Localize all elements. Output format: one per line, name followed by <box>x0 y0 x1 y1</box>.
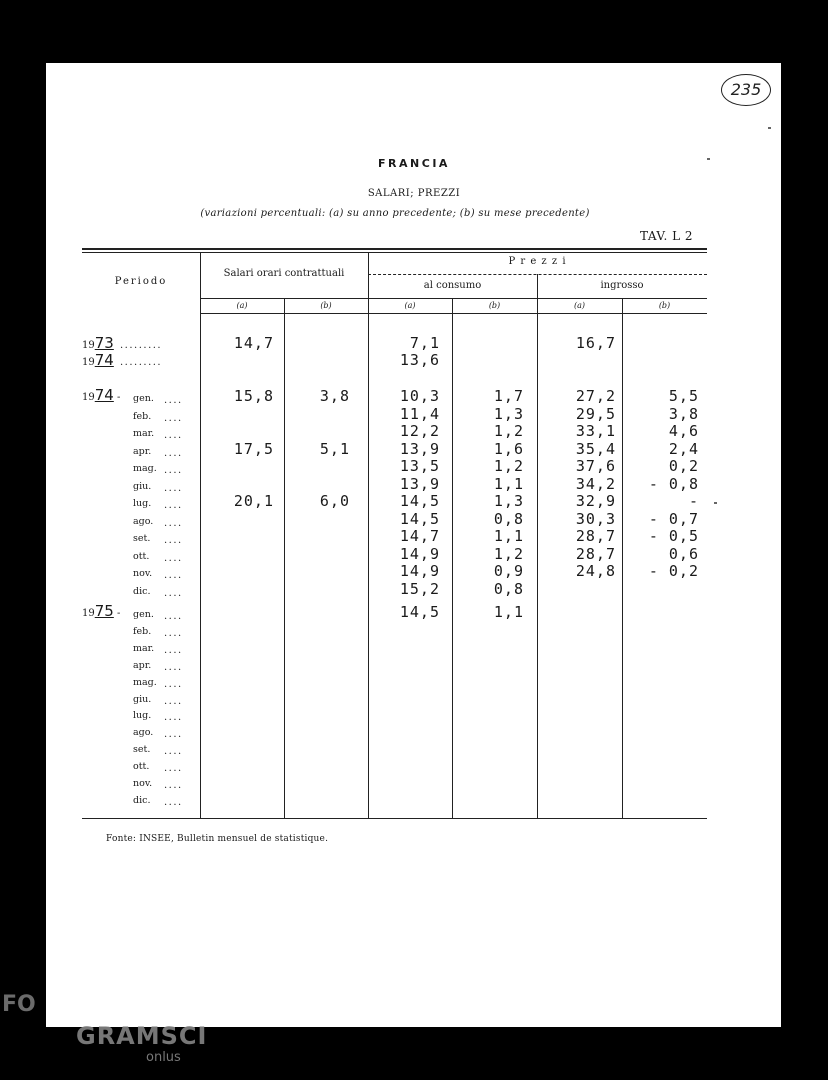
month-label: mar. <box>133 642 155 654</box>
value-cons-a: 13,5 <box>399 457 440 475</box>
scan-mark <box>768 127 771 129</box>
value-ingr-b: 0,6 <box>668 544 699 563</box>
header-ingr-a: (a) <box>573 301 585 310</box>
header-ingr-b: (b) <box>658 301 671 310</box>
value-ingr-a: 32,9 <box>575 492 616 510</box>
table-top-rule-inner <box>82 252 707 253</box>
value-cons-b: 0,8 <box>493 509 524 528</box>
month-label: gen. <box>133 393 154 404</box>
header-ingrosso: ingrosso <box>600 280 644 291</box>
value-cons-a: 11,4 <box>399 404 440 423</box>
value-cons-a: 13,9 <box>399 474 440 493</box>
leader-dots: .... <box>164 482 183 494</box>
value-cons-b: 1,2 <box>493 422 524 440</box>
value-ingr-a: 35,4 <box>575 439 616 458</box>
month-label: apr. <box>133 445 152 457</box>
watermark-sub: onlus <box>146 1050 181 1065</box>
year-suffix: 73 <box>94 334 114 352</box>
header-sal-b: (b) <box>320 301 332 310</box>
value-cons-b: 1,2 <box>493 457 524 475</box>
leader-dots: ......... <box>120 357 163 368</box>
value-sal-a: 14,7 <box>233 334 274 352</box>
monthly-year-label <box>82 602 120 620</box>
header-consumo: al consumo <box>423 280 482 291</box>
year-suffix: 74 <box>94 351 114 369</box>
year-separator: - <box>113 608 121 619</box>
source-note: Fonte: INSEE, Bulletin mensuel de statistique. <box>106 834 329 844</box>
month-label: lug. <box>133 498 152 509</box>
watermark-brand: GRAMSCI <box>76 1022 208 1050</box>
header-cons-b: (b) <box>488 301 501 310</box>
leader-dots: .... <box>164 412 183 424</box>
month-label: lug. <box>133 710 152 722</box>
leader-dots: .... <box>164 611 183 622</box>
month-label: dic. <box>133 794 151 806</box>
leader-dots: .... <box>164 395 183 406</box>
month-label: nov. <box>133 568 153 579</box>
value-ingr-b: 3,8 <box>668 404 699 423</box>
year-prefix: 19 <box>82 357 95 368</box>
value-cons-b: 1,2 <box>493 544 524 563</box>
header-bottom-rule <box>200 313 707 314</box>
value-cons-a: 13,9 <box>399 439 440 458</box>
value-cons-a: 14,9 <box>399 562 440 580</box>
value-ingr-b: 4,6 <box>668 422 699 440</box>
value-cons-a: 7,1 <box>409 334 440 352</box>
value-cons-b: 1,3 <box>493 492 524 510</box>
leader-dots: .... <box>164 796 183 808</box>
value-ingr-b: - <box>688 492 699 510</box>
value-cons-b: 1,7 <box>493 387 524 405</box>
leader-dots: .... <box>164 570 183 581</box>
month-label: set. <box>133 744 151 756</box>
value-cons-b: 1,1 <box>493 603 524 621</box>
leader-dots: .... <box>164 500 183 511</box>
value-ingr-b: - 0,2 <box>648 562 699 580</box>
year-separator: - <box>113 392 121 403</box>
leader-dots: .... <box>164 695 183 707</box>
watermark-left: FO <box>2 992 36 1017</box>
value-cons-a: 15,2 <box>399 579 440 598</box>
month-label: ago. <box>133 727 154 739</box>
leader-dots: .... <box>164 552 183 564</box>
value-ingr-b: - 0,8 <box>648 474 699 493</box>
value-ingr-b: 2,4 <box>668 439 699 458</box>
value-cons-b: 0,8 <box>493 579 524 598</box>
value-cons-b: 1,6 <box>493 439 524 458</box>
leader-dots: .... <box>164 763 183 775</box>
value-ingr-a: 33,1 <box>575 422 616 440</box>
value-ingr-b: - 0,7 <box>648 509 699 528</box>
year-suffix: 75 <box>94 602 114 620</box>
month-label: ago. <box>133 515 154 527</box>
header-salari: Salari orari contrattuali <box>223 268 345 279</box>
value-sal-b: 3,8 <box>319 387 350 405</box>
value-cons-b: 1,1 <box>493 527 524 545</box>
value-cons-a: 10,3 <box>399 387 440 405</box>
value-cons-a: 14,5 <box>399 492 440 510</box>
month-label: mar. <box>133 428 155 439</box>
leader-dots: .... <box>164 447 183 459</box>
header-cons-a: (a) <box>404 301 416 310</box>
value-ingr-a: 28,7 <box>575 527 616 545</box>
month-label: gen. <box>133 609 154 620</box>
monthly-year-label <box>82 386 120 404</box>
year-prefix: 19 <box>82 392 95 403</box>
value-cons-a: 14,9 <box>399 544 440 563</box>
value-sal-a: 17,5 <box>233 439 274 458</box>
header-prezzi: P r e z z i <box>508 256 567 267</box>
value-cons-a: 12,2 <box>399 422 440 440</box>
leader-dots: .... <box>164 729 183 741</box>
document-title: FRANCIA <box>378 157 450 170</box>
value-cons-b: 1,1 <box>493 474 524 493</box>
value-cons-a: 14,7 <box>399 527 440 545</box>
month-label: mag. <box>133 676 157 688</box>
month-label: feb. <box>133 625 152 637</box>
value-sal-b: 6,0 <box>319 492 350 510</box>
value-ingr-a: 30,3 <box>575 509 616 528</box>
month-label: nov. <box>133 778 153 789</box>
value-ingr-a: 37,6 <box>575 457 616 475</box>
subheader-rule <box>200 298 707 299</box>
month-label: set. <box>133 533 151 544</box>
value-sal-a: 15,8 <box>233 387 274 405</box>
value-ingr-a: 34,2 <box>575 474 616 493</box>
month-label: ott. <box>133 550 150 562</box>
month-label: apr. <box>133 659 152 671</box>
leader-dots: .... <box>164 661 183 673</box>
scan-mark <box>714 502 717 504</box>
leader-dots: .... <box>164 678 183 690</box>
leader-dots: .... <box>164 430 183 441</box>
month-label: ott. <box>133 761 150 773</box>
value-sal-a: 20,1 <box>233 492 274 510</box>
value-ingr-a: 29,5 <box>575 404 616 423</box>
value-ingr-b: 5,5 <box>668 387 699 405</box>
value-ingr-a: 28,7 <box>575 544 616 563</box>
value-ingr-a: 24,8 <box>575 562 616 580</box>
value-cons-b: 0,9 <box>493 562 524 580</box>
table-reference: TAV. L 2 <box>640 229 694 243</box>
leader-dots: .... <box>164 465 183 476</box>
leader-dots: .... <box>164 517 183 529</box>
annual-period <box>82 351 114 369</box>
value-cons-b: 1,3 <box>493 404 524 423</box>
page-number-stamp: 235 <box>721 74 771 106</box>
header-periodo: Periodo <box>114 276 168 287</box>
leader-dots: .... <box>164 644 183 656</box>
value-ingr-b: - 0,5 <box>648 527 699 545</box>
value-cons-a: 14,5 <box>399 509 440 528</box>
value-cons-a: 14,5 <box>399 603 440 621</box>
table-caption: (variazioni percentuali: (a) su anno precedente; (b) su mese precedente) <box>200 208 590 219</box>
year-prefix: 19 <box>82 340 95 351</box>
leader-dots: .... <box>164 627 183 639</box>
value-ingr-a: 27,2 <box>575 387 616 405</box>
month-label: giu. <box>133 693 152 705</box>
month-label: mag. <box>133 463 157 474</box>
leader-dots: ......... <box>120 340 163 351</box>
leader-dots: .... <box>164 746 183 758</box>
month-label: dic. <box>133 585 151 597</box>
document-subtitle: SALARI; PREZZI <box>367 188 461 199</box>
year-prefix: 19 <box>82 608 95 619</box>
year-suffix: 74 <box>94 386 114 404</box>
month-label: feb. <box>133 410 152 422</box>
header-sal-a: (a) <box>236 301 248 310</box>
table-bottom-rule <box>82 818 707 819</box>
leader-dots: .... <box>164 587 183 599</box>
annual-period <box>82 334 114 352</box>
month-label: giu. <box>133 480 152 492</box>
leader-dots: .... <box>164 780 183 791</box>
leader-dots: .... <box>164 535 183 546</box>
leader-dots: .... <box>164 712 183 724</box>
col-rule <box>284 298 285 818</box>
value-cons-a: 13,6 <box>399 351 440 369</box>
table-top-rule <box>82 248 707 250</box>
value-sal-b: 5,1 <box>319 439 350 458</box>
value-ingr-b: 0,2 <box>668 457 699 475</box>
value-ingr-a: 16,7 <box>575 334 616 352</box>
